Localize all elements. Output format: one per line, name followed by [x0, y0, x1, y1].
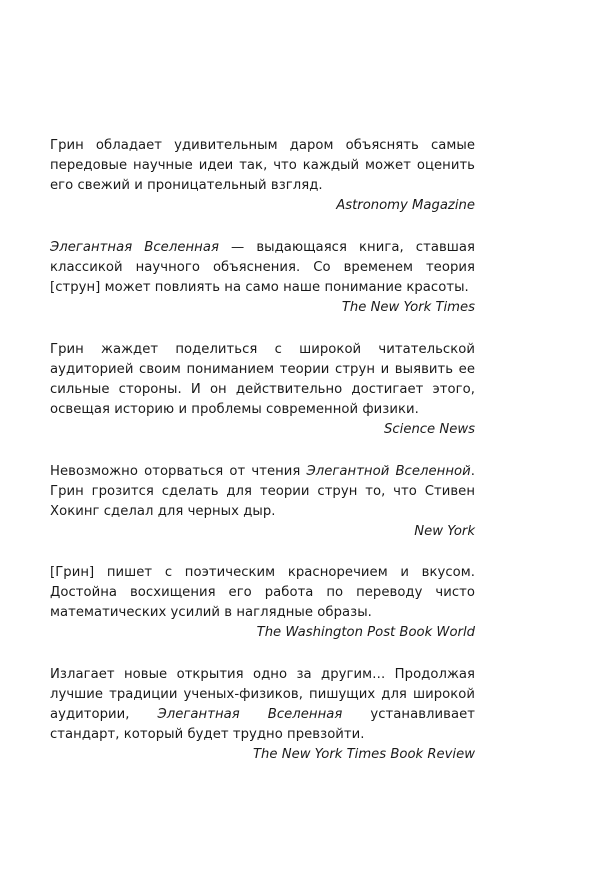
quote-source: Science News [384, 422, 475, 437]
quote-block [50, 340, 475, 440]
quote-text [50, 563, 475, 623]
quote-source: New York [414, 524, 475, 539]
quote-text-part: — выдающаяся книга, ставшая классикой научного объяснения. Со временем теория [струн] может повлиять на само наше понимание красоты. [50, 240, 476, 295]
quote-text [50, 136, 475, 196]
quote-source: The New York Times [341, 300, 475, 315]
quote-text [50, 462, 475, 522]
praise-page [50, 136, 475, 765]
quote-source: Astronomy Magazine [336, 198, 475, 213]
quote-source: The New York Times Book Review [253, 747, 475, 762]
book-title-italic: Элегантная Вселенная [157, 707, 343, 722]
quote-block [50, 238, 475, 318]
quote-text-part: [Грин] пишет с поэтическим красноречием и вкусом. Достойна восхищения его работа по переводу чисто математических усилий в наглядные образы. [50, 565, 475, 620]
quote-text [50, 665, 475, 745]
quote-text-part: Грин жаждет поделиться с широкой читательской аудиторией своим пониманием теории струн и выявить ее сильные стороны. И он действительно достигает этого, освещая историю и проблемы современной физики. [50, 342, 475, 417]
book-title-italic: Элегантной Вселенной [306, 464, 471, 479]
quote-block [50, 136, 475, 216]
quote-block [50, 665, 475, 765]
quote-text [50, 238, 475, 298]
quote-text-part: устанавливает стандарт, который будет трудно превзойти. [50, 707, 475, 742]
quote-text-part: Излагает новые открытия одно за другим… Продолжая лучшие традиции ученых-физиков, пишущих для широкой аудитории, [50, 667, 475, 722]
quote-text-part: . Грин грозится сделать для теории струн то, что Стивен Хокинг сделал для черных дыр. [50, 464, 476, 519]
quote-text-part: Грин обладает удивительным даром объяснять самые передовые научные идеи так, что каждый может оценить его свежий и проницательный взгляд. [50, 138, 475, 193]
quote-block [50, 563, 475, 643]
quote-source: The Washington Post Book World [256, 625, 475, 640]
book-title-italic: Элегантная Вселенная [50, 240, 219, 255]
quote-block [50, 462, 475, 542]
quote-text-part: Невозможно оторваться от чтения [50, 464, 307, 479]
quote-text [50, 340, 475, 420]
